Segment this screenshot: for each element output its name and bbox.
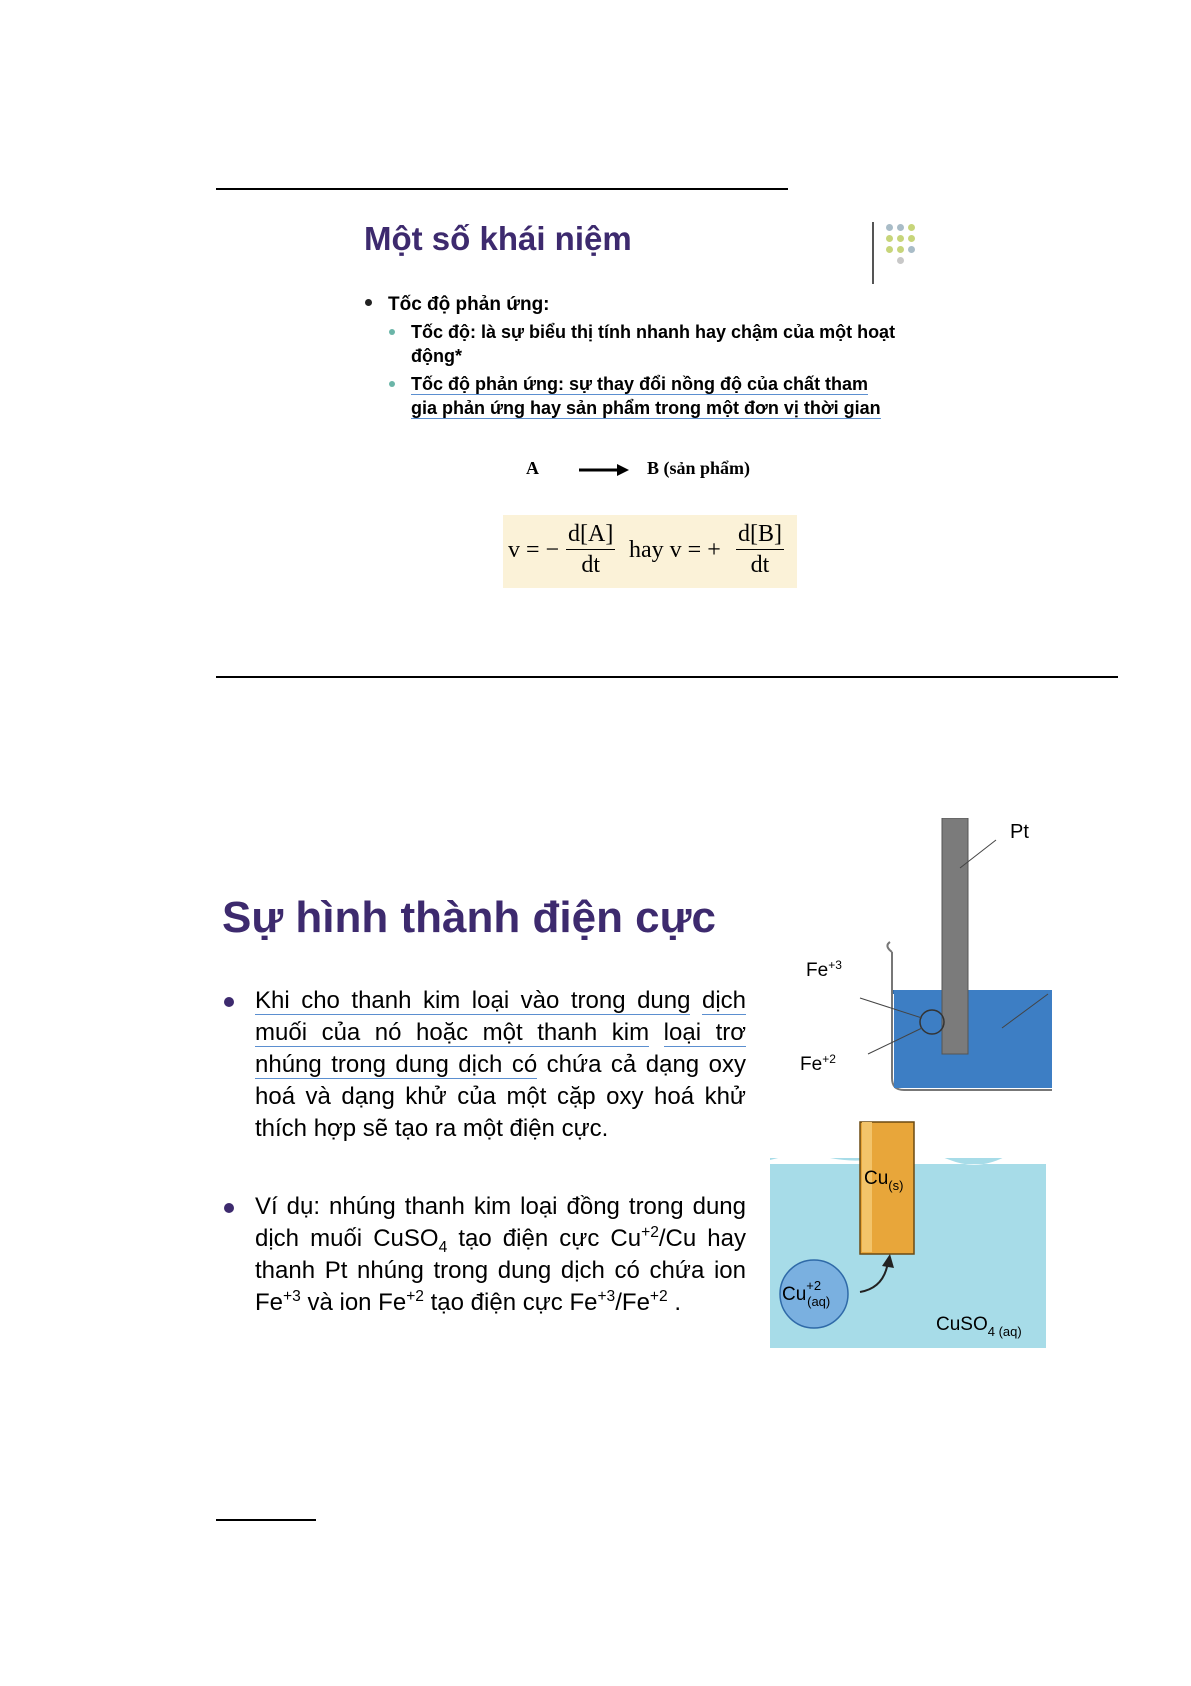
- sub-bullet-icon: [389, 381, 395, 387]
- superscript-plus2: +2: [649, 1288, 668, 1305]
- label-cuso4: CuSO$_{4 (aq)}$: [936, 1314, 1022, 1339]
- equation-v-minus: v = −: [508, 537, 560, 563]
- example-part-d: và ion Fe: [300, 1289, 407, 1316]
- decorative-dots-icon: [882, 222, 922, 270]
- equation-hay-v-plus: hay v = +: [629, 537, 721, 563]
- para1-rest: chứa cả dạng oxy hoá và dạng khử của một cặp oxy hoá khử thích hợp sẽ tạo ra một điện cực.: [255, 1051, 746, 1142]
- rate-equation: [503, 515, 797, 588]
- superscript-plus3: +3: [597, 1288, 616, 1305]
- bullet-icon: [224, 997, 234, 1007]
- sub-bullet-speed: [389, 320, 919, 368]
- fraction-dA-dt: [566, 519, 615, 580]
- sub-bullet-rate-text: [411, 372, 919, 420]
- middle-rule: [216, 676, 1118, 678]
- title-divider: [872, 222, 874, 284]
- example-part-e: tạo điện cực Fe: [423, 1289, 598, 1316]
- bullet-text: Tốc độ phản ứng:: [388, 294, 550, 315]
- label-fe2: $Fe^{+2}$: [800, 1052, 836, 1075]
- para1-line1: Khi cho thanh kim loại vào trong dung: [255, 987, 691, 1014]
- label-pt: Pt: [1010, 821, 1029, 843]
- numerator-dB: d[B]: [736, 519, 784, 550]
- example-part-c: /Cu hay thanh Pt nhúng trong dung dịch có chứa ion Fe: [255, 1225, 747, 1316]
- subscript-4: 4: [438, 1238, 448, 1256]
- example-part-g: .: [667, 1289, 682, 1316]
- example-part-f: /Fe: [615, 1289, 650, 1316]
- arrow-right-icon: [579, 463, 629, 477]
- label-cu-solid: $Cu_{(s)}$: [864, 1168, 904, 1193]
- reactant-label: A: [526, 458, 539, 478]
- product-label: B (sản phẩm): [647, 458, 751, 478]
- rate-definition-line2: gia phản ứng hay sản phẩm trong một đơn vị thời gian: [411, 398, 881, 418]
- numerator-dA: d[A]: [566, 519, 615, 550]
- pt-electrode-beaker: [860, 818, 1052, 1090]
- example-part-b: tạo điện cực Cu: [447, 1225, 642, 1252]
- footnote-rule: [216, 1519, 316, 1521]
- para1-line3: loại trơ nhúng trong dung dịch có: [255, 1019, 746, 1078]
- label-fe3: $Fe^{+3}$: [806, 958, 842, 981]
- denominator-dt: dt: [750, 552, 770, 578]
- bullet-icon: [365, 299, 372, 306]
- fraction-dB-dt: [736, 519, 784, 580]
- electrode-figure: [770, 818, 1052, 1348]
- top-rule: [216, 188, 788, 190]
- reaction-scheme: [526, 458, 750, 479]
- rate-definition-line1: Tốc độ phản ứng: sự thay đổi nồng độ của chất tham: [411, 374, 869, 394]
- sub-bullet-rate-definition: [389, 372, 919, 420]
- sub-bullet-speed-text: Tốc độ: là sự biểu thị tính nhanh hay chậm của một hoạt động*: [411, 322, 896, 366]
- superscript-plus2: +2: [406, 1288, 424, 1305]
- label-cu-aqueous: $Cu^{+2}$ (aq): [782, 1278, 831, 1309]
- slide2-title: Sự hình thành điện cực: [222, 893, 716, 942]
- paragraph-electrode-text: [255, 985, 746, 1145]
- copper-electrode-solution: [770, 1122, 1046, 1348]
- superscript-plus2: +2: [641, 1224, 659, 1241]
- paragraph-example-text: [255, 1191, 746, 1319]
- paragraph-electrode-formation: [224, 985, 746, 1145]
- para1-line2: dịch muối của nó hoặc một thanh kim: [255, 987, 747, 1046]
- sub-bullet-icon: [389, 329, 395, 335]
- bullet-icon: [224, 1203, 234, 1213]
- slide1-title: Một số khái niệm: [364, 220, 632, 257]
- superscript-plus3: +3: [283, 1288, 301, 1305]
- denominator-dt: dt: [581, 552, 600, 578]
- example-part-a: Ví dụ: nhúng thanh kim loại đồng trong dung dịch muối CuSO: [255, 1193, 746, 1252]
- paragraph-example: [224, 1191, 746, 1319]
- bullet-reaction-rate: [365, 294, 550, 316]
